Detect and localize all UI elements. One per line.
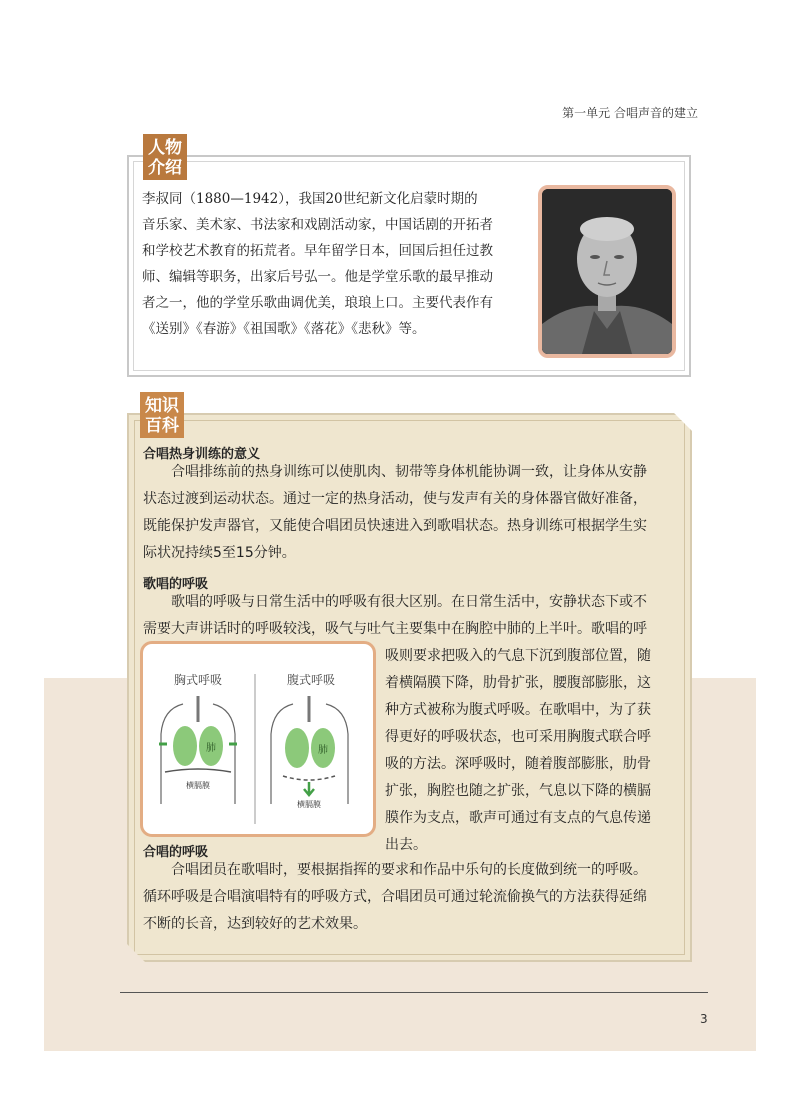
- right-lung-label: 肺: [318, 745, 328, 756]
- heading-warmup: 合唱热身训练的意义: [143, 447, 261, 462]
- heading-choir-breath: 合唱的呼吸: [143, 845, 209, 860]
- portrait-image: [542, 189, 672, 354]
- abdominal-breathing-title: 腹式呼吸: [286, 673, 336, 687]
- paragraph-singing-breath-wrap: 吸则要求把吸入的气息下沉到腹部位置，随 着横隔膜下降，肋骨扩张，腰腹部膨胀，这 种方式被称为腹式呼吸。在歌唱中，为了获 得更好的呼吸状态，也可采用胸腹式联合呼 吸的方法。深呼吸时，随着腹部膨胀，肋骨 扩张，胸腔也随之扩张，气息以下降的横膈 膜作为支点，歌声可通过有支点的气息传递 出去。: [385, 648, 651, 853]
- heading-singing-breath: 歌唱的呼吸: [143, 577, 209, 592]
- chest-breathing-title: 胸式呼吸: [173, 673, 223, 687]
- person-intro-text: 李叔同（1880—1942），我国20世纪新文化启蒙时期的 音乐家、美术家、书法家和戏剧活动家，中国话剧的开拓者 和学校艺术教育的拓荒者。早年留学日本，回国后担任过教 师、编辑等职务，出家后号弘一。他是学堂乐歌的最早推动 者之一，他的学堂乐歌曲调优美，琅琅上口。主要代表作有 《送别》《春游》《祖国歌》《落花》《悲秋》等。: [142, 191, 493, 337]
- portrait-photo: [538, 185, 676, 358]
- left-lung-label: 肺: [206, 743, 216, 754]
- running-header: 第一单元 合唱声音的建立: [562, 106, 698, 120]
- page-number: 3: [700, 1012, 708, 1026]
- paragraph-warmup: 合唱排练前的热身训练可以使肌肉、韧带等身体机能协调一致，让身体从安静 状态过渡到运动状态。通过一定的热身活动，使与发声有关的身体器官做好准备， 既能保护发声器官，又能使合唱团员快速进入到歌唱状态。热身训练可根据学生实 际状况持续5至15分钟。: [143, 464, 647, 561]
- knowledge-tag: 知识 百科: [140, 392, 184, 438]
- breathing-diagram: [140, 641, 376, 837]
- paragraph-singing-breath: 歌唱的呼吸与日常生活中的呼吸有很大区别。在日常生活中，安静状态下或不 需要大声讲话时的呼吸较浅，吸气与吐气主要集中在胸腔中肺的上半叶。歌唱的呼: [143, 594, 647, 637]
- paragraph-choir-breath: 合唱团员在歌唱时，要根据指挥的要求和作品中乐句的长度做到统一的呼吸。 循环呼吸是合唱演唱特有的呼吸方式，合唱团员可通过轮流偷换气的方法获得延绵 不断的长音，达到较好的艺术效果。: [143, 862, 647, 932]
- breathing-diagram-svg: [143, 644, 373, 834]
- footer-rule: [120, 992, 708, 993]
- left-diaphragm-label: 横膈膜: [186, 781, 210, 790]
- person-intro-tag: 人物 介绍: [143, 134, 187, 180]
- right-diaphragm-label: 横膈膜: [297, 800, 321, 809]
